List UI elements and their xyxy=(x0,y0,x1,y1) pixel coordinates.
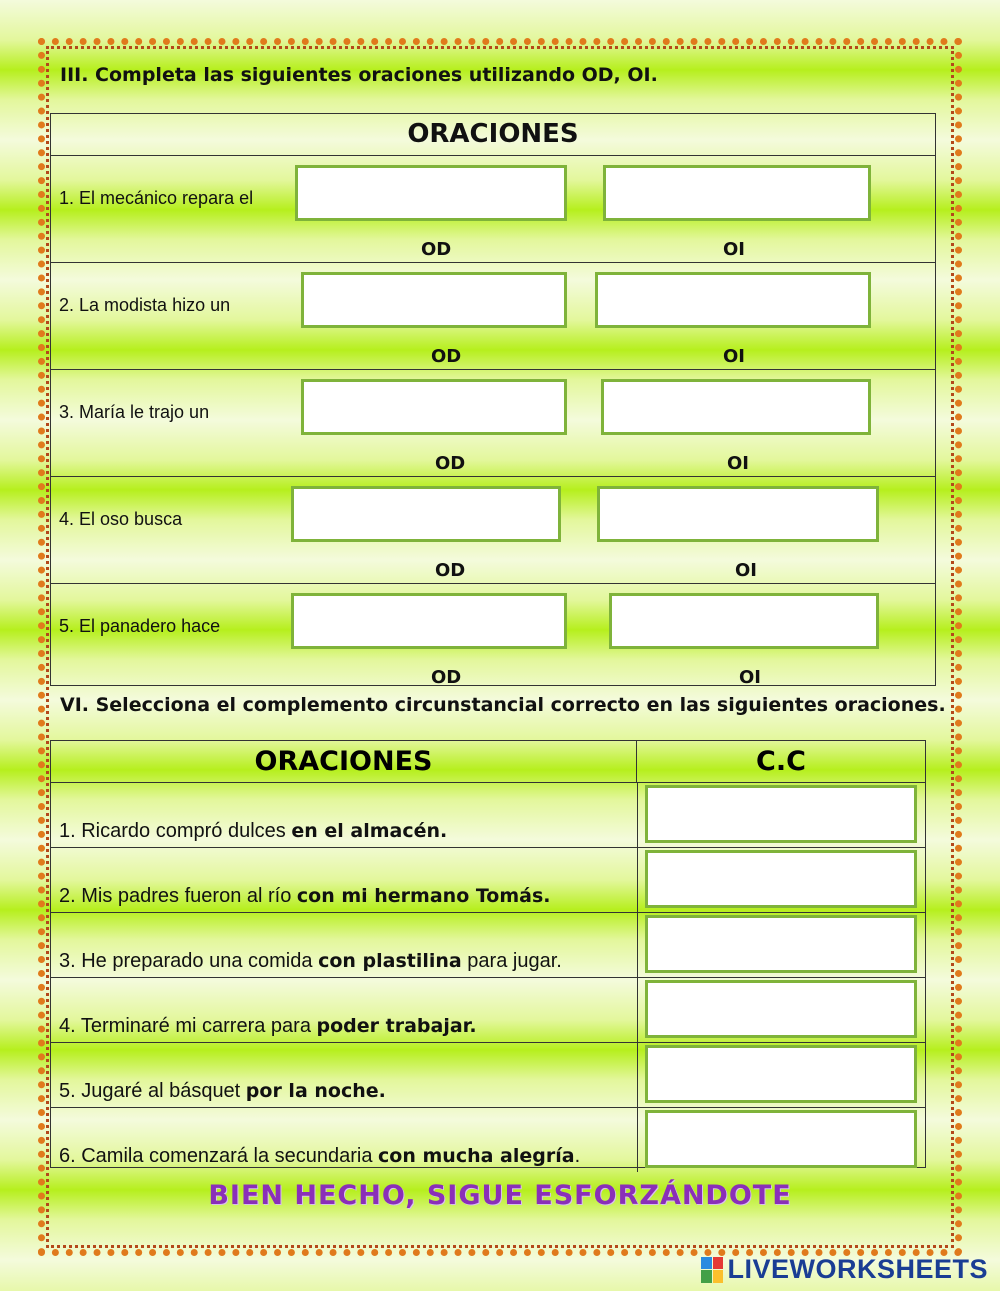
table-row xyxy=(51,370,935,477)
liveworksheets-logo-icon xyxy=(701,1257,723,1283)
col-cc-header: C.C xyxy=(756,746,806,777)
oi-answer-box[interactable] xyxy=(609,593,879,649)
od-answer-box[interactable] xyxy=(301,379,567,435)
encouragement-footer: BIEN HECHO, SIGUE ESFORZÁNDOTE xyxy=(208,1180,792,1211)
section-6-heading: VI. Selecciona el complemento circunstancial correcto en las siguientes oraciones. xyxy=(60,694,946,716)
oi-tag: OI xyxy=(739,667,761,688)
od-answer-box[interactable] xyxy=(291,593,567,649)
od-tag: OD xyxy=(435,453,466,474)
sentence-label: 5. El panadero hace xyxy=(59,616,221,636)
cc-answer-box[interactable] xyxy=(645,850,917,908)
sentence-label: 4. El oso busca xyxy=(59,509,183,529)
section-3-heading: III. Completa las siguientes oraciones utilizando OD, OI. xyxy=(60,64,658,86)
oi-answer-box[interactable] xyxy=(603,165,871,221)
oi-tag: OI xyxy=(723,346,745,367)
cc-answer-box[interactable] xyxy=(645,785,917,843)
sentence-text: 5. Jugaré al básquet por la noche. xyxy=(59,1080,386,1102)
brand-name: LIVEWORKSHEETS xyxy=(727,1254,988,1284)
sentence-text: 2. Mis padres fueron al río con mi hermano Tomás. xyxy=(59,885,551,907)
sentence-text: 6. Camila comenzará la secundaria con mucha alegría. xyxy=(59,1145,581,1167)
table-row xyxy=(51,978,925,1043)
cc-table xyxy=(50,740,926,1168)
table-row xyxy=(51,263,935,370)
sentence-label: 3. María le trajo un xyxy=(59,402,210,422)
od-answer-box[interactable] xyxy=(301,272,567,328)
sentence-text: 4. Terminaré mi carrera para poder trabajar. xyxy=(59,1015,477,1037)
table-row xyxy=(51,848,925,913)
table-row xyxy=(51,477,935,584)
od-tag: OD xyxy=(431,667,462,688)
table-row xyxy=(51,584,935,690)
table-row xyxy=(51,1108,925,1172)
table-row xyxy=(51,156,935,263)
oi-answer-box[interactable] xyxy=(595,272,871,328)
table-row xyxy=(51,913,925,978)
table-row xyxy=(51,783,925,848)
cc-answer-box[interactable] xyxy=(645,1110,917,1168)
col-oraciones-header: ORACIONES xyxy=(51,741,637,782)
sentence-label: 1. El mecánico repara el xyxy=(59,188,254,208)
od-answer-box[interactable] xyxy=(295,165,567,221)
sentence-text: 3. He preparado una comida con plastilina para jugar. xyxy=(59,950,562,972)
liveworksheets-brand xyxy=(701,1254,988,1285)
cc-answer-box[interactable] xyxy=(645,1045,917,1103)
oi-answer-box[interactable] xyxy=(601,379,871,435)
cc-table-header xyxy=(51,741,925,783)
oi-tag: OI xyxy=(723,239,745,260)
oi-tag: OI xyxy=(727,453,749,474)
table-row xyxy=(51,1043,925,1108)
od-answer-box[interactable] xyxy=(291,486,561,542)
oi-tag: OI xyxy=(735,560,757,581)
oi-answer-box[interactable] xyxy=(597,486,879,542)
cc-answer-box[interactable] xyxy=(645,915,917,973)
cc-answer-box[interactable] xyxy=(645,980,917,1038)
od-tag: OD xyxy=(435,560,466,581)
sentence-text: 1. Ricardo compró dulces en el almacén. xyxy=(59,820,448,842)
od-oi-table-header: ORACIONES xyxy=(51,114,935,156)
sentence-label: 2. La modista hizo un xyxy=(59,295,231,315)
od-tag: OD xyxy=(421,239,452,260)
od-oi-table xyxy=(50,113,936,686)
od-tag: OD xyxy=(431,346,462,367)
